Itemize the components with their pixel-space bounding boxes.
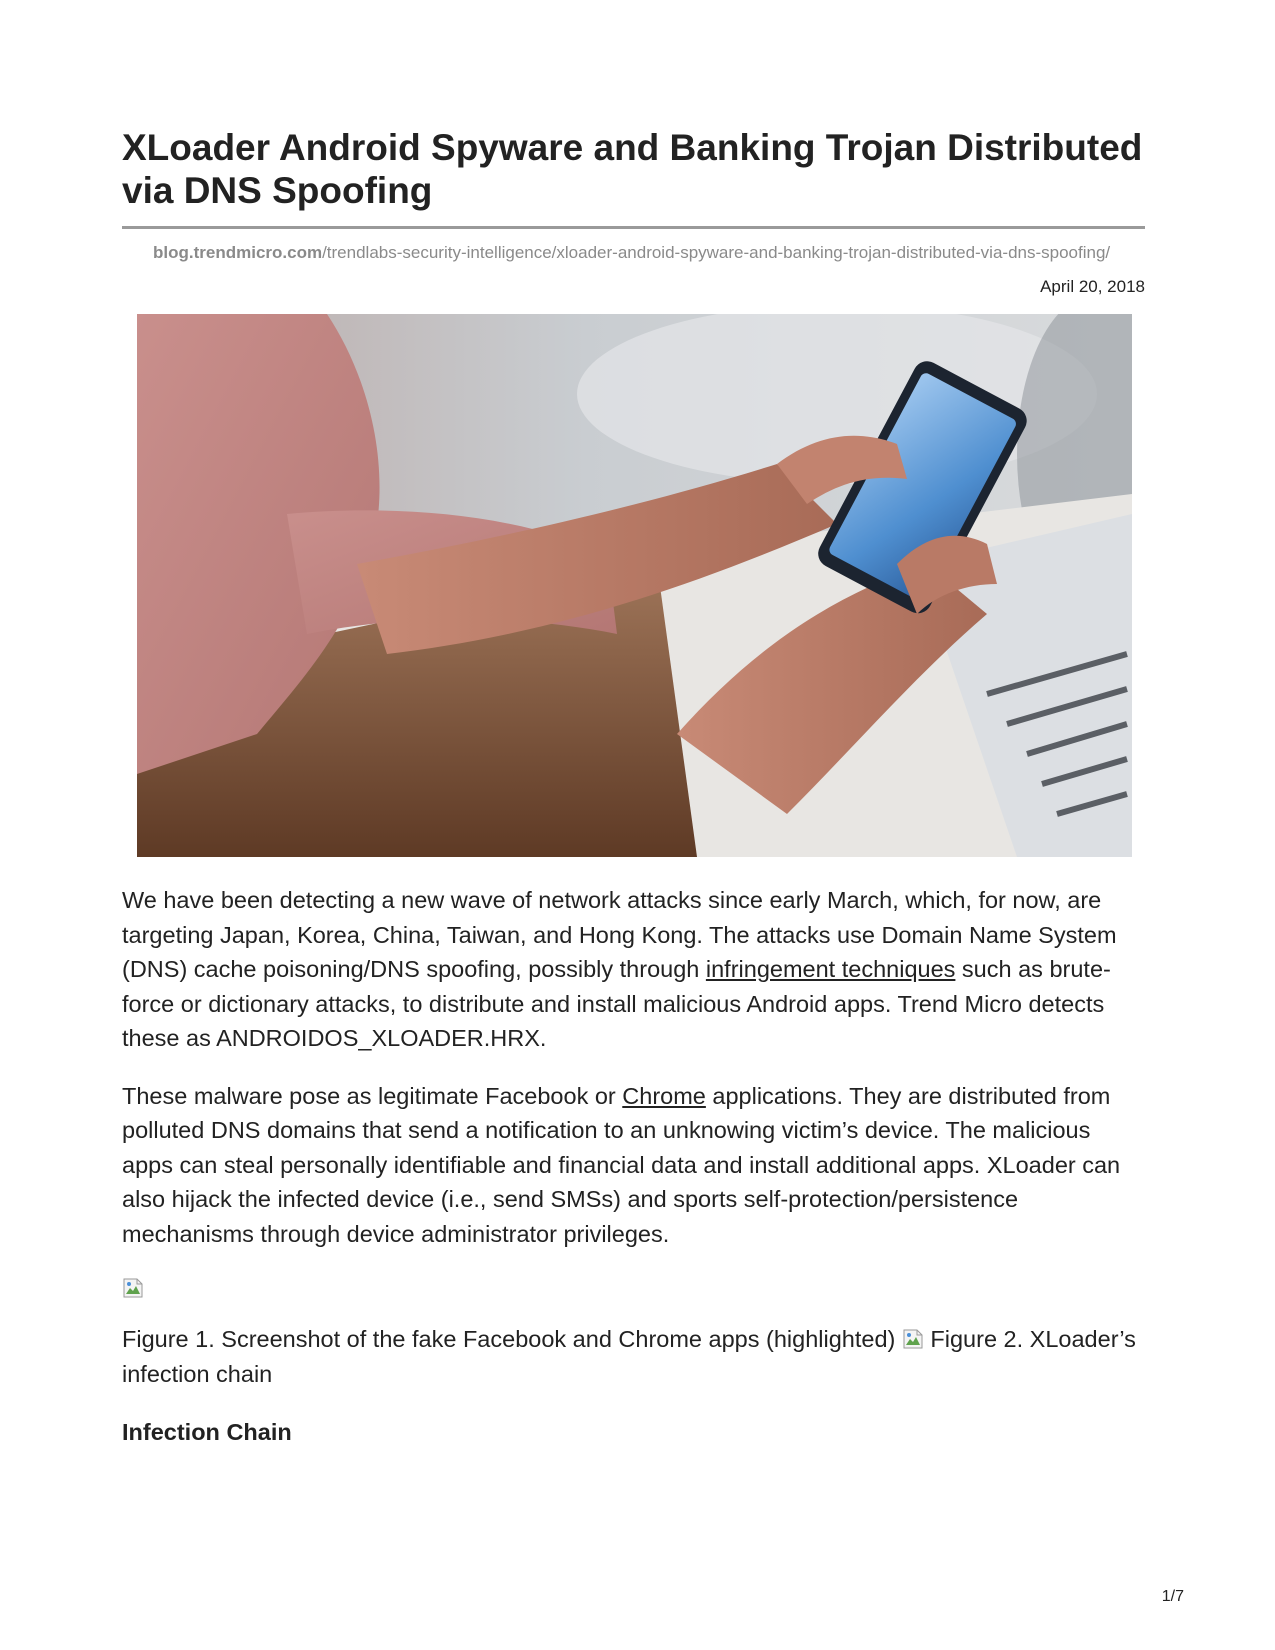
figure-caption: Figure 1. Screenshot of the fake Facebook and Chrome apps (highlighted) Figure 2. XLoader’s infection chain (122, 1326, 1136, 1387)
broken-image-icon (122, 1277, 144, 1299)
broken-image-icon (902, 1325, 924, 1347)
section-heading: Infection Chain (122, 1419, 292, 1445)
figure-1-image (122, 1277, 1145, 1307)
chrome-link[interactable]: Chrome (622, 1082, 706, 1109)
page-number: 1/7 (1161, 1588, 1184, 1605)
page-title: XLoader Android Spyware and Banking Trojan Distributed via DNS Spoofing (122, 127, 1143, 211)
publish-date: April 20, 2018 (1040, 277, 1145, 296)
source-domain: blog.trendmicro.com (153, 243, 323, 262)
body-paragraph: These malware pose as legitimate Facebook or Chrome applications. They are distributed from polluted DNS domains that send a notification to an unknowing victim’s device. The malicious apps can steal personally identifiable and financial data and install additional apps. XLoader can also hijack the infected device (i.e., send SMSs) and sports self-protection/persistence mechanisms through device administrator privileges. (122, 1082, 1121, 1247)
person-holding-smartphone-photo (137, 314, 1132, 857)
infringement-techniques-link[interactable]: infringement techniques (705, 956, 956, 982)
article (122, 126, 1145, 1449)
source-path: /trendlabs-security-intelligence/xloader-android-spyware-and-banking-trojan-distributed-via-dns-spoofing/ (322, 243, 1111, 262)
title-divider (122, 226, 1145, 229)
source-url[interactable] (122, 241, 1145, 265)
hero-image (137, 314, 1132, 857)
intro-paragraph: We have been detecting a new wave of network attacks since early March, which, for now, are targeting Japan, Korea, China, Taiwan, and Hong Kong. The attacks use Domain Name System (DNS) cache poisoning/DNS spoofing, possibly through infringement techniques such as brute-force or dictionary attacks, to distribute and install malicious Android apps. Trend Micro detects these as ANDROIDOS_XLOADER.HRX. (122, 887, 1117, 1051)
